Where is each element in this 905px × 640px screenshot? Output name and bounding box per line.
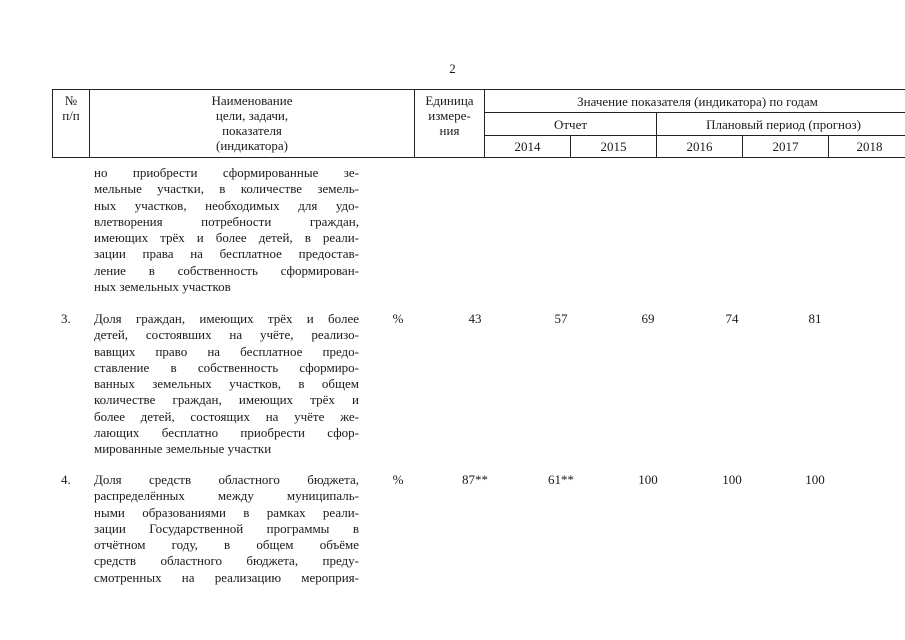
row-number: 4. [61, 472, 71, 487]
page-number: 2 [449, 61, 456, 76]
row-continuation-text: но приобрести сформированные зе- мельные участки, в количестве земель- ных участков, необходимых для удо- влетворения потребности граждан, имеющих трёх и более детей, в реали- зации права на бесплатное предостав- ление в собственность сформирован- ных земельных участков [94, 165, 359, 295]
row-number: 3. [61, 311, 71, 326]
header-plan: Плановый период (прогноз) [657, 113, 905, 136]
row-value-2016: 69 [641, 311, 655, 326]
header-col-name: Наименование цели, задачи, показателя (индикатора) [90, 90, 415, 158]
row-value-2014: 87** [462, 472, 488, 487]
header-year-2015: 2015 [571, 136, 657, 158]
header-col-unit: Единица измере- ния [415, 90, 485, 158]
row-unit: % [392, 311, 404, 326]
header-year-2014: 2014 [485, 136, 571, 158]
header-year-2016: 2016 [657, 136, 743, 158]
header-values-title: Значение показателя (индикатора) по годам [485, 90, 905, 113]
row-value-2016: 100 [638, 472, 658, 487]
row-value-2017: 100 [722, 472, 742, 487]
row-value-2017: 74 [725, 311, 739, 326]
indicator-table-header [52, 89, 905, 158]
row-indicator-name: Доля граждан, имеющих трёх и более детей, состоявших на учёте, реализо- вавщих право на бесплатное предо- ставление в собственность сформиро- ванных земельных участков, в общем количестве граждан, имеющих трёх и более детей, состоящих на учёте же- лающих бесплатно приобрести сфор- мированные земельные участки [94, 311, 359, 457]
row-value-2015: 61** [548, 472, 574, 487]
header-report: Отчет [485, 113, 657, 136]
row-indicator-name: Доля средств областного бюджета, распределённых между муниципаль- ными образованиями в рамках реали- зации Государственной программы в отчётном году, в общем объёме средств областного бюджета, преду- смотренных на реализацию мероприя- [94, 472, 359, 585]
row-value-2018: 100 [805, 472, 825, 487]
row-unit: % [392, 472, 404, 487]
row-value-2014: 43 [468, 311, 482, 326]
header-year-2017: 2017 [743, 136, 829, 158]
header-year-2018: 2018 [829, 136, 905, 158]
row-value-2015: 57 [554, 311, 568, 326]
row-value-2018: 81 [808, 311, 822, 326]
header-col-number: № п/п [53, 90, 90, 158]
